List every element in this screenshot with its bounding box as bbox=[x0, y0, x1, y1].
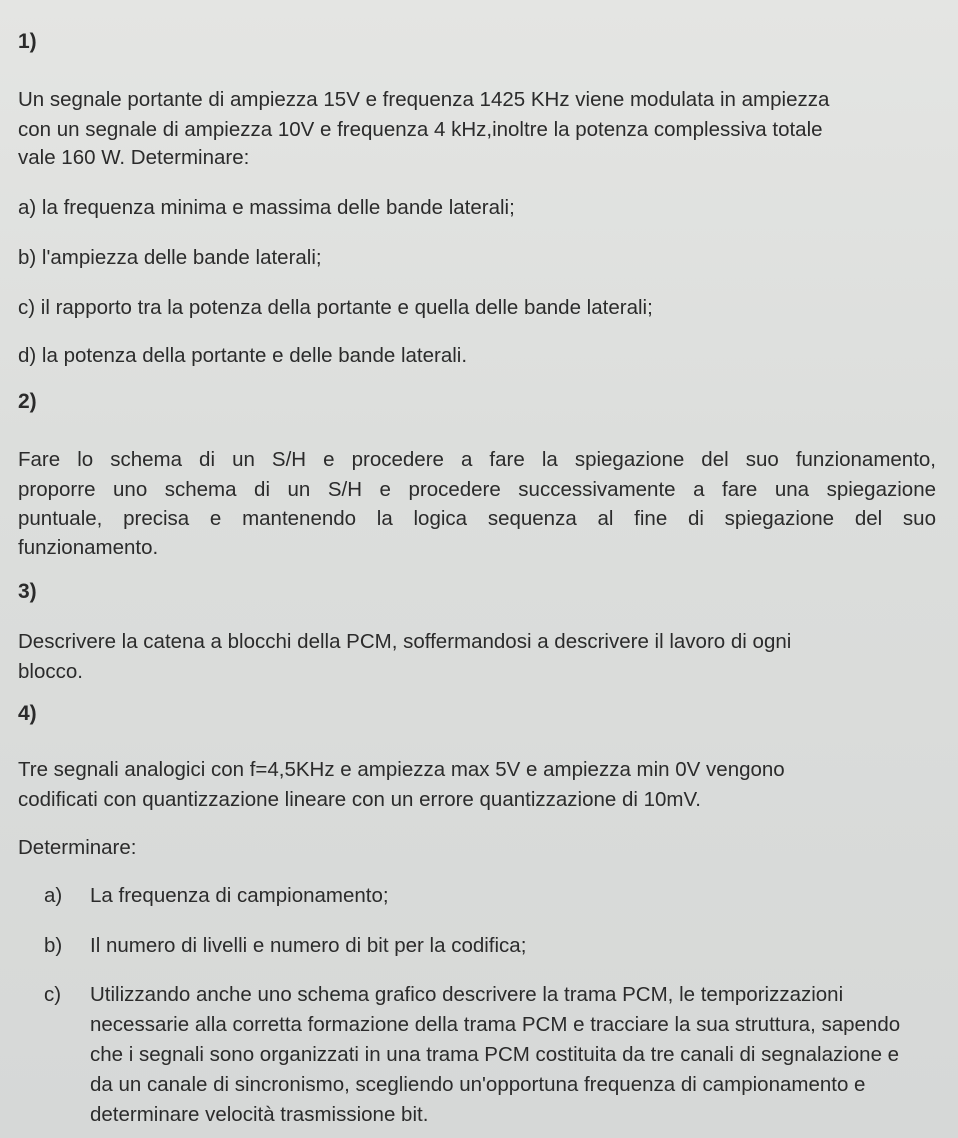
question-4-intro-line-2: codificati con quantizzazione lineare con un errore quantizzazione di 10mV. bbox=[18, 788, 701, 811]
question-2-line-4: funzionamento. bbox=[18, 536, 159, 559]
question-1-intro-line-1: Un segnale portante di ampiezza 15V e frequenza 1425 KHz viene modulata in ampiezza bbox=[18, 88, 830, 111]
question-4-item-a-text: La frequenza di campionamento; bbox=[90, 884, 389, 907]
question-2-line-3: puntuale, precisa e mantenendo la logica sequenza al fine di spiegazione del suo bbox=[18, 507, 936, 530]
question-3-line-2: blocco. bbox=[18, 660, 83, 683]
question-4-item-b-text: Il numero di livelli e numero di bit per la codifica; bbox=[90, 934, 527, 957]
question-1-item-a: a) la frequenza minima e massima delle bande laterali; bbox=[18, 196, 515, 219]
question-4-item-b-label: b) bbox=[44, 934, 63, 957]
question-1-item-d: d) la potenza della portante e delle bande laterali. bbox=[18, 344, 468, 367]
question-4-item-b bbox=[44, 932, 944, 960]
question-1-number: 1) bbox=[18, 30, 37, 53]
question-2-line-2: proporre uno schema di un S/H e procedere successivamente a fare una spiegazione bbox=[18, 478, 936, 501]
question-4-item-c-text: Utilizzando anche uno schema grafico descrivere la trama PCM, le temporizzazioni necessarie alla corretta formazione della trama PCM e tracciare la sua struttura, sapendo che i segnali sono organizzati in una trama PCM costituita da tre canali di segnalazione e da un canale di sincronismo, scegliendo un'opportuna frequenza di campionamento e determinare velocità trasmissione bit. bbox=[90, 983, 901, 1126]
question-4-determine-label: Determinare: bbox=[18, 836, 137, 859]
question-4-item-a bbox=[44, 882, 944, 910]
question-4-item-c-label: c) bbox=[44, 983, 62, 1006]
question-3-number: 3) bbox=[18, 580, 37, 603]
question-2-number: 2) bbox=[18, 390, 37, 413]
question-2-line-1: Fare lo schema di un S/H e procedere a fare la spiegazione del suo funzionamento, bbox=[18, 448, 936, 471]
question-1-item-b: b) l'ampiezza delle bande laterali; bbox=[18, 246, 322, 269]
question-1-item-c: c) il rapporto tra la potenza della portante e quella delle bande laterali; bbox=[18, 296, 653, 319]
question-3-line-1: Descrivere la catena a blocchi della PCM, soffermandosi a descrivere il lavoro di ogni bbox=[18, 630, 792, 653]
question-4-item-c bbox=[44, 980, 924, 1130]
question-4-number: 4) bbox=[18, 702, 37, 725]
question-4-item-a-label: a) bbox=[44, 884, 63, 907]
question-1-intro-line-2: con un segnale di ampiezza 10V e frequenza 4 kHz,inoltre la potenza complessiva totale bbox=[18, 118, 823, 141]
question-1-intro-line-3: vale 160 W. Determinare: bbox=[18, 146, 250, 169]
question-4-intro-line-1: Tre segnali analogici con f=4,5KHz e ampiezza max 5V e ampiezza min 0V vengono bbox=[18, 758, 785, 781]
